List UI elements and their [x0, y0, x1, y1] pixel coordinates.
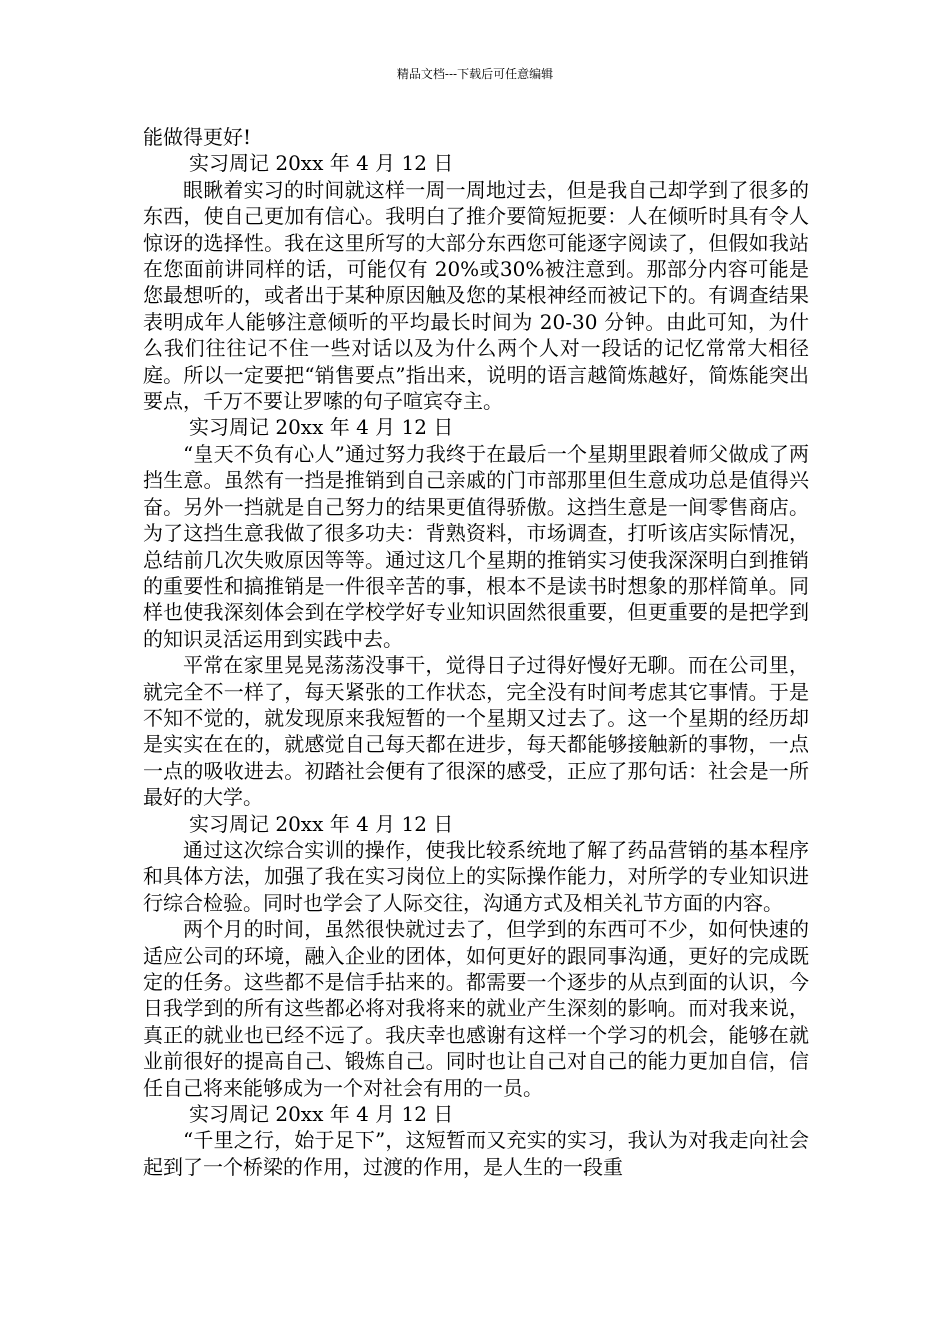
paragraph-1: 眼瞅着实习的时间就这样一周一周地过去，但是我自己却学到了很多的东西，使自己更加有信心。我明白了推介要简短扼要：人在倾听时具有令人惊讶的选择性。我在这里所写的大部分东西您可能逐字阅读了，但假如我站在您面前讲同样的话，可能仅有 20%或30%被注意到。那部分内容可能是您最想听的，或者出于某种原因触及您的某根神经而被记下的。有调查结果表明成年人能够注意倾听的平均最长时间为 20-30 分钟。由此可知，为什么我们往往记不住一些对话以及为什么两个人对一段话的记忆常常大相径庭。所以一定要把“销售要点”指出来，说明的语言越简炼越好，简炼能突出要点，千万不要让罗嗦的句子喧宾夺主。	[143, 177, 809, 414]
paragraph-2: “皇天不负有心人”通过努力我终于在最后一个星期里跟着师父做成了两挡生意。虽然有一挡是推销到自己亲戚的门市部那里但生意成功总是值得兴奋。另外一挡就是自己努力的结果更值得骄傲。这挡生意是一间零售商店。为了这挡生意我做了很多功夫：背熟资料，市场调查，打听该店实际情况，总结前几次失败原因等等。通过这几个星期的推销实习使我深深明白到推销的重要性和搞推销是一件很辛苦的事，根本不是读书时想象的那样简单。同样也使我深刻体会到在学校学好专业知识固然很重要，但更重要的是把学到的知识灵活运用到实践中去。	[143, 441, 809, 651]
section-heading-1: 实习周记 20xx 年 4 月 12 日	[189, 151, 454, 176]
paragraph-6: “千里之行，始于足下”，这短暂而又充实的实习，我认为对我走向社会起到了一个桥梁的作用，过渡的作用，是人生的一段重	[143, 1128, 809, 1179]
document-body	[143, 124, 809, 1180]
paragraph-4: 通过这次综合实训的操作，使我比较系统地了解了药品营销的基本程序和具体方法，加强了我在实习岗位上的实际操作能力，对所学的专业知识进行综合检验。同时也学会了人际交往，沟通方式及相关礼节方面的内容。	[143, 837, 809, 915]
opening-line: 能做得更好!	[143, 125, 252, 149]
paragraph-3: 平常在家里晃晃荡荡没事干，觉得日子过得好慢好无聊。而在公司里，就完全不一样了，每天紧张的工作状态，完全没有时间考虑其它事情。于是不知不觉的，就发现原来我短暂的一个星期又过去了。这一个星期的经历却是实实在在的，就感觉自己每天都在进步，每天都能够接触新的事物，一点一点的吸收进去。初踏社会便有了很深的感受，正应了那句话：社会是一所最好的大学。	[143, 653, 809, 810]
paragraph-5: 两个月的时间，虽然很快就过去了，但学到的东西可不少，如何快速的适应公司的环境，融入企业的团体，如何更好的跟同事沟通，更好的完成既定的任务。这些都不是信手拈来的。都需要一个逐步的从点到面的认识，今日我学到的所有这些都必将对我将来的就业产生深刻的影响。而对我来说，真正的就业也已经不远了。我庆幸也感谢有这样一个学习的机会，能够在就业前很好的提高自己、锻炼自己。同时也让自己对自己的能力更加自信，信任自己将来能够成为一个对社会有用的一员。	[143, 917, 809, 1100]
section-heading-3: 实习周记 20xx 年 4 月 12 日	[189, 811, 454, 836]
section-heading-2: 实习周记 20xx 年 4 月 12 日	[189, 415, 454, 440]
page-header: 精品文档---下载后可任意编辑	[396, 67, 554, 81]
section-heading-4: 实习周记 20xx 年 4 月 12 日	[189, 1102, 454, 1127]
